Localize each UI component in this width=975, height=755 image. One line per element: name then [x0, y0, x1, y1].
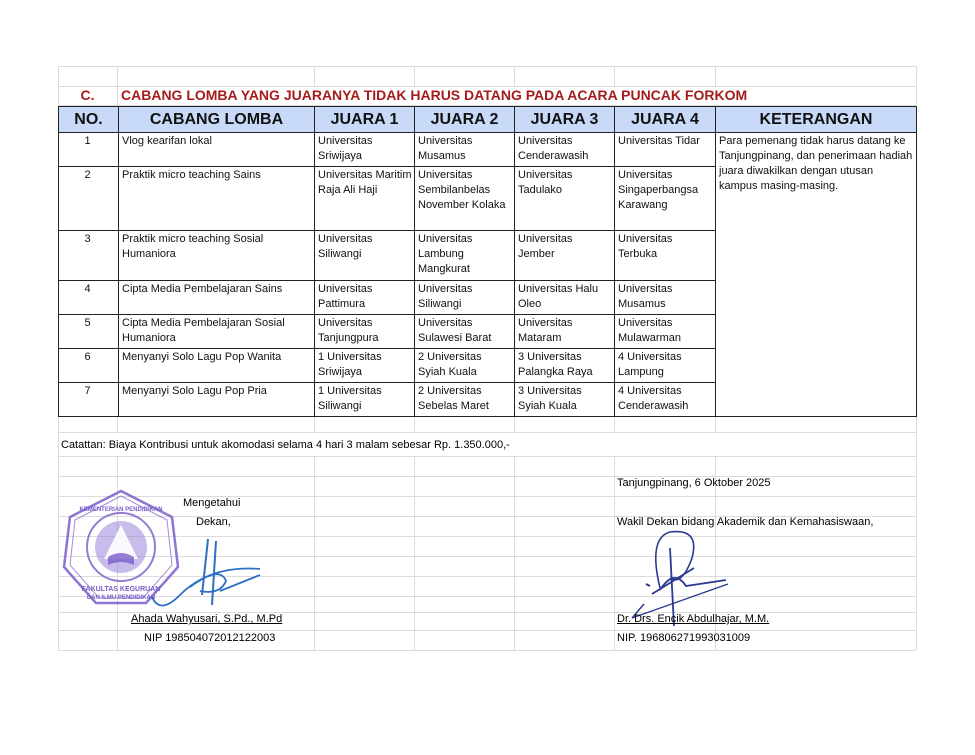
gridline — [58, 416, 59, 432]
svg-text:KEMENTERIAN PENDIDIKAN: KEMENTERIAN PENDIDIKAN — [79, 507, 163, 513]
gridline — [614, 416, 615, 432]
header-no: NO. — [59, 107, 119, 133]
gridline — [514, 66, 515, 86]
cell-juara-3: Universitas Cenderawasih — [515, 133, 615, 167]
cell-juara-4: Universitas Musamus — [615, 281, 716, 315]
gridline — [58, 432, 59, 456]
gridline — [58, 650, 916, 651]
gridline — [514, 416, 515, 432]
cell-juara-3: 3 Universitas Syiah Kuala — [515, 383, 615, 417]
cell-no: 1 — [59, 133, 119, 167]
cell-juara-2: Universitas Sulawesi Barat — [415, 315, 515, 349]
gridline — [58, 456, 59, 650]
vice-dean-nip: NIP. 196806271993031009 — [617, 632, 751, 644]
section-title: CABANG LOMBA YANG JUARANYA TIDAK HARUS DATANG PADA ACARA PUNCAK FORKOM — [121, 87, 748, 103]
vice-dean-name: Dr. Drs. Encik Abdulhajar, M.M. — [617, 613, 770, 625]
gridline — [58, 66, 59, 86]
cell-juara-2: Universitas Lambung Mangkurat — [415, 231, 515, 281]
place-date: Tanjungpinang, 6 Oktober 2025 — [617, 477, 771, 489]
cell-no: 6 — [59, 349, 119, 383]
dean-nip: NIP 198504072012122003 — [144, 632, 276, 644]
header-juara-3: JUARA 3 — [515, 107, 615, 133]
cell-juara-3: 3 Universitas Palangka Raya — [515, 349, 615, 383]
section-label: C. — [80, 87, 95, 103]
table-header-row — [59, 107, 917, 133]
cell-juara-2: 2 Universitas Syiah Kuala — [415, 349, 515, 383]
contribution-note: Catattan: Biaya Kontribusi untuk akomodasi selama 4 hari 3 malam sebesar Rp. 1.350.000,- — [61, 439, 510, 451]
header-juara-1: JUARA 1 — [315, 107, 415, 133]
gridline — [58, 476, 916, 477]
cell-juara-3: Universitas Jember — [515, 231, 615, 281]
gridline — [414, 66, 415, 86]
gridline — [314, 416, 315, 432]
results-table — [58, 106, 917, 417]
header-juara-2: JUARA 2 — [415, 107, 515, 133]
cell-juara-3: Universitas Tadulako — [515, 167, 615, 231]
gridline — [916, 66, 917, 86]
svg-text:FAKULTAS KEGURUAN: FAKULTAS KEGURUAN — [81, 586, 161, 593]
gridline — [916, 456, 917, 650]
acknowledged-label: Mengetahui — [183, 497, 241, 509]
table-row — [59, 133, 917, 167]
cell-juara-1: 1 Universitas Siliwangi — [315, 383, 415, 417]
cell-cabang: Praktik micro teaching Sains — [119, 167, 315, 231]
gridline — [916, 432, 917, 456]
cell-juara-4: 4 Universitas Cenderawasih — [615, 383, 716, 417]
cell-no: 5 — [59, 315, 119, 349]
dean-signature-icon — [150, 535, 270, 615]
gridline — [314, 456, 315, 650]
cell-juara-3: Universitas Halu Oleo — [515, 281, 615, 315]
cell-juara-2: Universitas Siliwangi — [415, 281, 515, 315]
cell-cabang: Menyanyi Solo Lagu Pop Wanita — [119, 349, 315, 383]
cell-cabang: Menyanyi Solo Lagu Pop Pria — [119, 383, 315, 417]
cell-cabang: Cipta Media Pembelajaran Sosial Humaniora — [119, 315, 315, 349]
gridline — [117, 416, 118, 432]
cell-juara-2: Universitas Musamus — [415, 133, 515, 167]
gridline — [117, 86, 118, 105]
gridline — [414, 416, 415, 432]
gridline — [614, 456, 615, 650]
cell-juara-4: 4 Universitas Lampung — [615, 349, 716, 383]
cell-juara-4: Universitas Singaperbangsa Karawang — [615, 167, 716, 231]
cell-juara-1: Universitas Sriwijaya — [315, 133, 415, 167]
dean-name: Ahada Wahyusari, S.Pd., M.Pd — [131, 613, 283, 625]
cell-cabang: Vlog kearifan lokal — [119, 133, 315, 167]
cell-no: 4 — [59, 281, 119, 315]
header-juara-4: JUARA 4 — [615, 107, 716, 133]
gridline — [715, 416, 716, 432]
header-keterangan: KETERANGAN — [716, 107, 917, 133]
gridline — [514, 456, 515, 650]
cell-juara-1: 1 Universitas Sriwijaya — [315, 349, 415, 383]
gridline — [414, 456, 415, 650]
gridline — [614, 66, 615, 86]
cell-no: 3 — [59, 231, 119, 281]
cell-juara-1: Universitas Siliwangi — [315, 231, 415, 281]
cell-juara-4: Universitas Tidar — [615, 133, 716, 167]
cell-juara-2: Universitas Sembilanbelas November Kolaka — [415, 167, 515, 231]
gridline — [58, 456, 916, 457]
cell-cabang: Praktik micro teaching Sosial Humaniora — [119, 231, 315, 281]
cell-cabang: Cipta Media Pembelajaran Sains — [119, 281, 315, 315]
cell-juara-4: Universitas Terbuka — [615, 231, 716, 281]
gridline — [58, 630, 916, 631]
gridline — [58, 432, 916, 433]
cell-juara-1: Universitas Tanjungpura — [315, 315, 415, 349]
gridline — [715, 66, 716, 86]
dean-label: Dekan, — [196, 516, 231, 528]
cell-keterangan: Para pemenang tidak harus datang ke Tanjungpinang, dan penerimaan hadiah juara diwakilkan dengan utusan kampus masing-masing. — [716, 133, 917, 417]
header-cabang-lomba: CABANG LOMBA — [119, 107, 315, 133]
cell-juara-4: Universitas Mulawarman — [615, 315, 716, 349]
gridline — [314, 66, 315, 86]
gridline — [916, 416, 917, 432]
cell-no: 7 — [59, 383, 119, 417]
cell-juara-3: Universitas Mataram — [515, 315, 615, 349]
cell-no: 2 — [59, 167, 119, 231]
cell-juara-1: Universitas Pattimura — [315, 281, 415, 315]
cell-juara-2: 2 Universitas Sebelas Maret — [415, 383, 515, 417]
cell-juara-1: Universitas Maritim Raja Ali Haji — [315, 167, 415, 231]
svg-text:DAN ILMU PENDIDIKAN: DAN ILMU PENDIDIKAN — [86, 595, 156, 601]
gridline — [58, 66, 916, 67]
gridline — [117, 66, 118, 86]
vice-dean-title: Wakil Dekan bidang Akademik dan Kemahasiswaan, — [617, 516, 874, 528]
